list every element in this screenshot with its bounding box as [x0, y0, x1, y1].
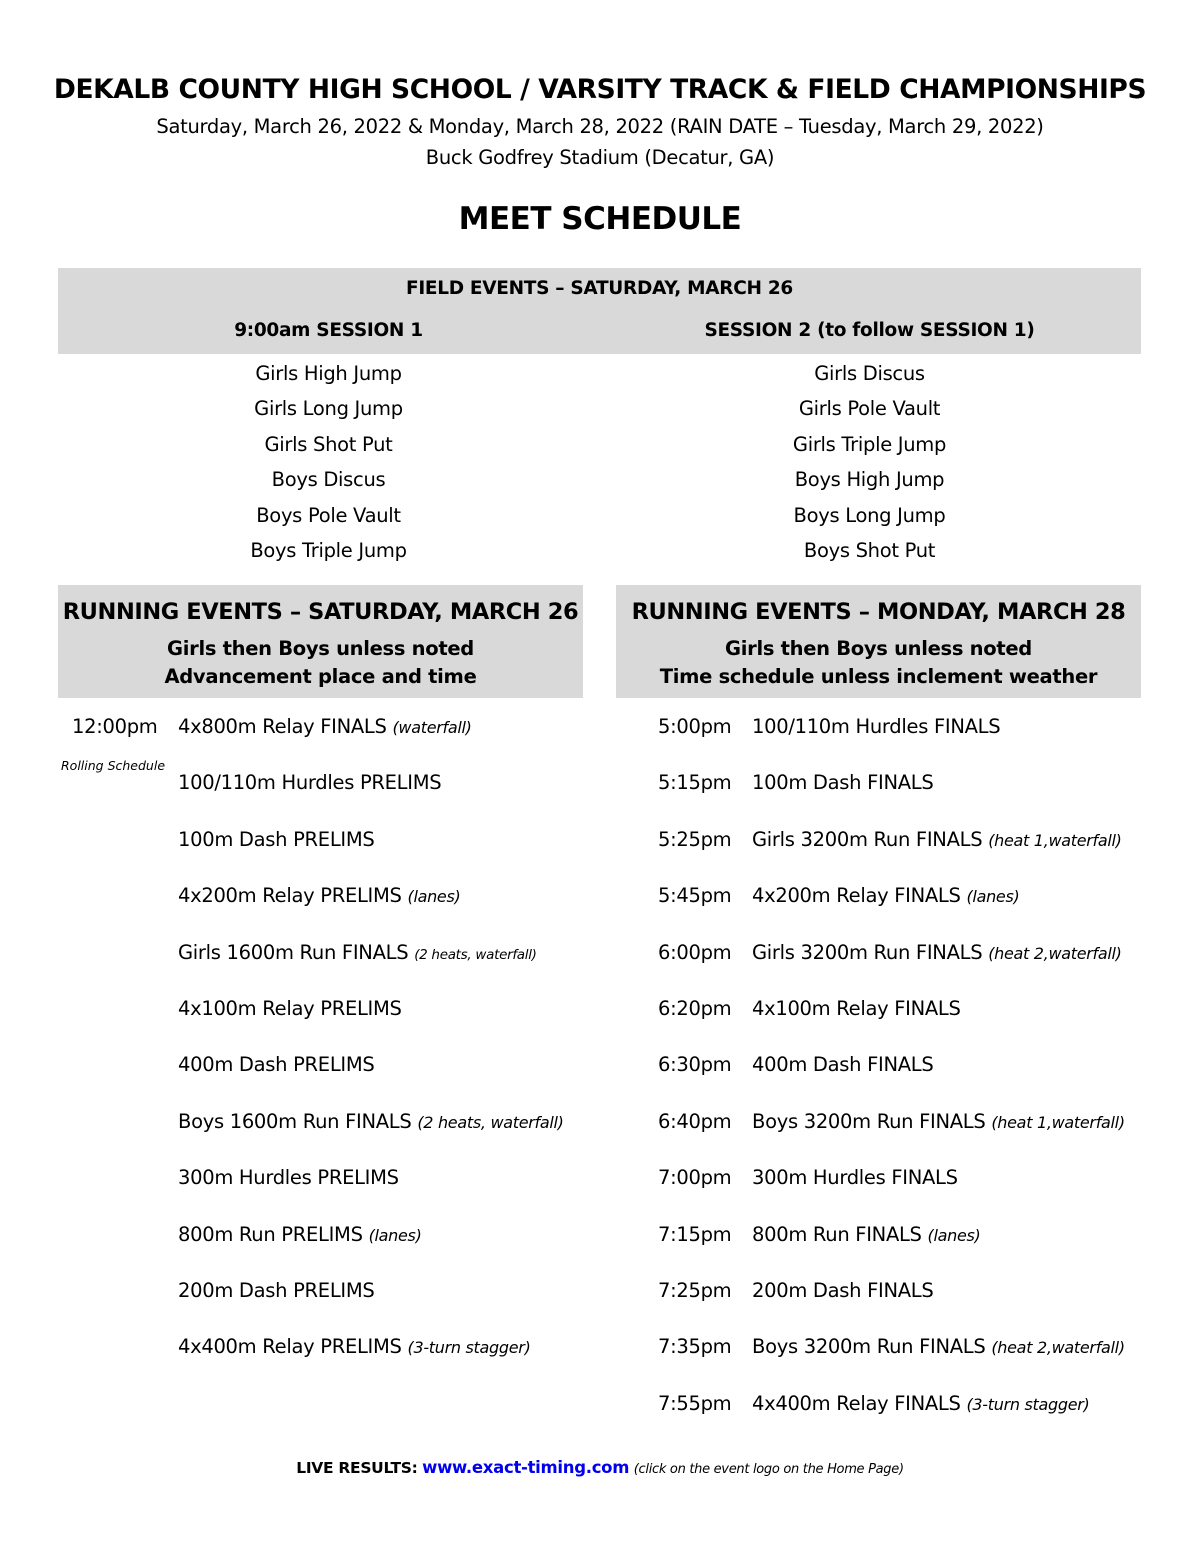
event-note: (lanes)	[966, 887, 1020, 907]
event-label: 100/110m Hurdles FINALS	[752, 715, 1001, 738]
event-note: (lanes)	[407, 887, 461, 907]
live-results-note: (click on the event logo on the Home Page)	[633, 1462, 904, 1477]
event-time: 5:15pm	[658, 771, 732, 795]
event-label: Girls 3200m Run FINALS	[752, 940, 983, 964]
field-events-header	[58, 268, 1141, 354]
event-label: 300m Hurdles FINALS	[752, 1166, 958, 1190]
session-2-events	[599, 356, 1140, 568]
event-time: 6:20pm	[658, 996, 732, 1020]
document-title: DEKALB COUNTY HIGH SCHOOL / VARSITY TRACK & FIELD CHAMPIONSHIPS	[53, 74, 1147, 105]
schedule-row	[616, 1207, 1156, 1263]
schedule-row	[616, 812, 1156, 868]
event-label: 300m Hurdles PRELIMS	[178, 1166, 399, 1190]
field-event: Boys Long Jump	[793, 503, 946, 527]
event-note: (3-turn stagger)	[966, 1394, 1090, 1414]
event-name	[752, 1263, 933, 1320]
event-label: 4x200m Relay PRELIMS	[178, 884, 402, 908]
saturday-running-subtitle-1: Girls then Boys unless noted	[167, 637, 474, 660]
schedule-row	[58, 699, 588, 755]
event-name	[178, 1037, 374, 1094]
schedule-row	[616, 1037, 1156, 1093]
saturday-running-header	[58, 585, 583, 698]
event-name	[752, 1037, 933, 1094]
event-time: 7:15pm	[658, 1222, 732, 1246]
event-time: 7:35pm	[658, 1335, 732, 1359]
event-time: 6:40pm	[658, 1109, 732, 1133]
event-label: Boys 3200m Run FINALS	[752, 1109, 986, 1133]
schedule-row	[616, 699, 1156, 755]
schedule-row	[616, 755, 1156, 811]
event-name	[752, 1150, 958, 1207]
monday-running-subtitle-1: Girls then Boys unless noted	[725, 637, 1032, 660]
monday-running-header	[616, 585, 1141, 698]
event-label: 4x400m Relay PRELIMS	[178, 1335, 402, 1359]
event-label: 100m Dash PRELIMS	[178, 827, 375, 851]
schedule-row	[58, 812, 588, 868]
schedule-row	[58, 981, 588, 1037]
field-event: Girls Triple Jump	[792, 432, 947, 456]
event-name	[752, 1094, 1125, 1151]
field-event: Boys Pole Vault	[256, 503, 401, 527]
schedule-row	[616, 868, 1156, 924]
event-time: 6:30pm	[658, 1053, 732, 1077]
field-event: Boys Triple Jump	[250, 538, 407, 562]
event-label: 100m Dash FINALS	[752, 771, 934, 795]
field-event: Girls Shot Put	[264, 432, 393, 456]
schedule-row	[616, 925, 1156, 981]
event-note: (lanes)	[368, 1225, 422, 1245]
monday-schedule	[616, 699, 1156, 1432]
session-1-label: 9:00am SESSION 1	[234, 320, 423, 341]
event-label: 4x100m Relay FINALS	[752, 996, 961, 1020]
event-name	[178, 812, 374, 869]
event-name	[752, 925, 1122, 982]
field-event: Girls Discus	[814, 362, 925, 385]
schedule-row	[616, 1376, 1156, 1432]
event-name	[752, 1319, 1125, 1376]
event-name	[178, 1094, 564, 1151]
field-event: Girls High Jump	[255, 362, 402, 385]
event-note: (heat 2,waterfall)	[991, 1338, 1125, 1358]
event-time: 7:55pm	[658, 1391, 732, 1415]
event-name	[178, 981, 402, 1038]
session-1-events	[58, 356, 599, 568]
event-note: (2 heats, waterfall)	[414, 946, 537, 963]
event-name	[178, 699, 472, 756]
field-event: Boys Discus	[271, 468, 386, 492]
field-event: Girls Pole Vault	[798, 397, 941, 421]
schedule-row	[616, 1263, 1156, 1319]
event-time: 12:00pm	[72, 715, 158, 738]
event-time: 5:00pm	[658, 715, 732, 738]
field-event: Boys Shot Put	[803, 538, 936, 562]
schedule-row	[58, 1319, 588, 1375]
event-time: 7:00pm	[658, 1166, 732, 1190]
field-event: Boys High Jump	[794, 468, 945, 492]
event-label: 400m Dash FINALS	[752, 1053, 934, 1077]
schedule-row	[58, 1263, 588, 1319]
schedule-row	[58, 1150, 588, 1206]
event-label: Boys 3200m Run FINALS	[752, 1335, 986, 1359]
event-label: 200m Dash PRELIMS	[178, 1278, 375, 1302]
event-name	[178, 1263, 374, 1320]
live-results-label: LIVE RESULTS:	[296, 1459, 418, 1477]
schedule-row	[58, 868, 588, 924]
event-note: (3-turn stagger)	[407, 1338, 531, 1358]
field-event: Girls Long Jump	[254, 397, 403, 421]
event-name	[178, 1150, 399, 1207]
session-2-label: SESSION 2 (to follow SESSION 1)	[704, 320, 1035, 341]
event-name	[752, 981, 961, 1038]
event-label: 4x800m Relay FINALS	[178, 715, 387, 738]
rolling-schedule-note: Rolling Schedule	[60, 758, 166, 773]
event-label: 4x100m Relay PRELIMS	[178, 996, 402, 1020]
event-note: (heat 2,waterfall)	[988, 943, 1122, 963]
event-name	[178, 755, 441, 812]
event-label: 800m Run PRELIMS	[178, 1222, 363, 1246]
event-note: (waterfall)	[392, 718, 472, 737]
event-label: 4x200m Relay FINALS	[752, 884, 961, 908]
schedule-row	[58, 1207, 588, 1263]
event-label: 100/110m Hurdles PRELIMS	[178, 771, 442, 795]
meet-schedule-heading: MEET SCHEDULE	[458, 201, 742, 237]
live-results-link[interactable]: www.exact-timing.com	[422, 1458, 630, 1477]
event-label: 200m Dash FINALS	[752, 1278, 934, 1302]
schedule-row	[616, 1319, 1156, 1375]
saturday-running-title: RUNNING EVENTS – SATURDAY, MARCH 26	[62, 599, 579, 625]
meet-dates: Saturday, March 26, 2022 & Monday, March 28, 2022 (RAIN DATE – Tuesday, March 29, 2022)	[156, 115, 1044, 138]
event-note: (heat 1,waterfall)	[988, 830, 1122, 850]
event-time: 5:25pm	[658, 827, 732, 851]
event-label: Boys 1600m Run FINALS	[178, 1109, 412, 1133]
saturday-running-subtitle-2: Advancement place and time	[164, 665, 477, 688]
event-label: Girls 1600m Run FINALS	[178, 940, 409, 964]
event-name	[752, 1376, 1090, 1433]
schedule-row	[616, 1150, 1156, 1206]
event-label: 400m Dash PRELIMS	[178, 1053, 375, 1077]
monday-running-title: RUNNING EVENTS – MONDAY, MARCH 28	[631, 599, 1126, 625]
schedule-row	[616, 1094, 1156, 1150]
event-name	[178, 925, 537, 983]
event-label: Girls 3200m Run FINALS	[752, 827, 983, 851]
event-label: 4x400m Relay FINALS	[752, 1391, 961, 1415]
event-name	[178, 1207, 422, 1264]
event-time: 5:45pm	[658, 884, 732, 908]
saturday-schedule	[58, 699, 588, 1376]
event-name	[178, 1319, 531, 1376]
event-name	[752, 868, 1019, 925]
event-name	[752, 812, 1122, 869]
event-name	[752, 1207, 981, 1264]
event-note: (lanes)	[927, 1225, 981, 1245]
schedule-row	[616, 981, 1156, 1037]
event-name	[752, 755, 933, 812]
meet-venue: Buck Godfrey Stadium (Decatur, GA)	[425, 146, 775, 169]
schedule-row	[58, 1094, 588, 1150]
event-time: 6:00pm	[658, 940, 732, 964]
schedule-row	[58, 925, 588, 981]
event-time: 7:25pm	[658, 1278, 732, 1302]
schedule-row	[58, 1037, 588, 1093]
event-name	[752, 699, 1000, 756]
event-label: 800m Run FINALS	[752, 1222, 922, 1246]
event-note: (heat 1,waterfall)	[991, 1112, 1125, 1132]
live-results-footer	[0, 1458, 1200, 1477]
schedule-row	[58, 755, 588, 811]
event-note: (2 heats, waterfall)	[417, 1112, 564, 1132]
event-name	[178, 868, 460, 925]
monday-running-subtitle-2: Time schedule unless inclement weather	[659, 665, 1098, 688]
field-events-heading: FIELD EVENTS – SATURDAY, MARCH 26	[405, 278, 793, 299]
